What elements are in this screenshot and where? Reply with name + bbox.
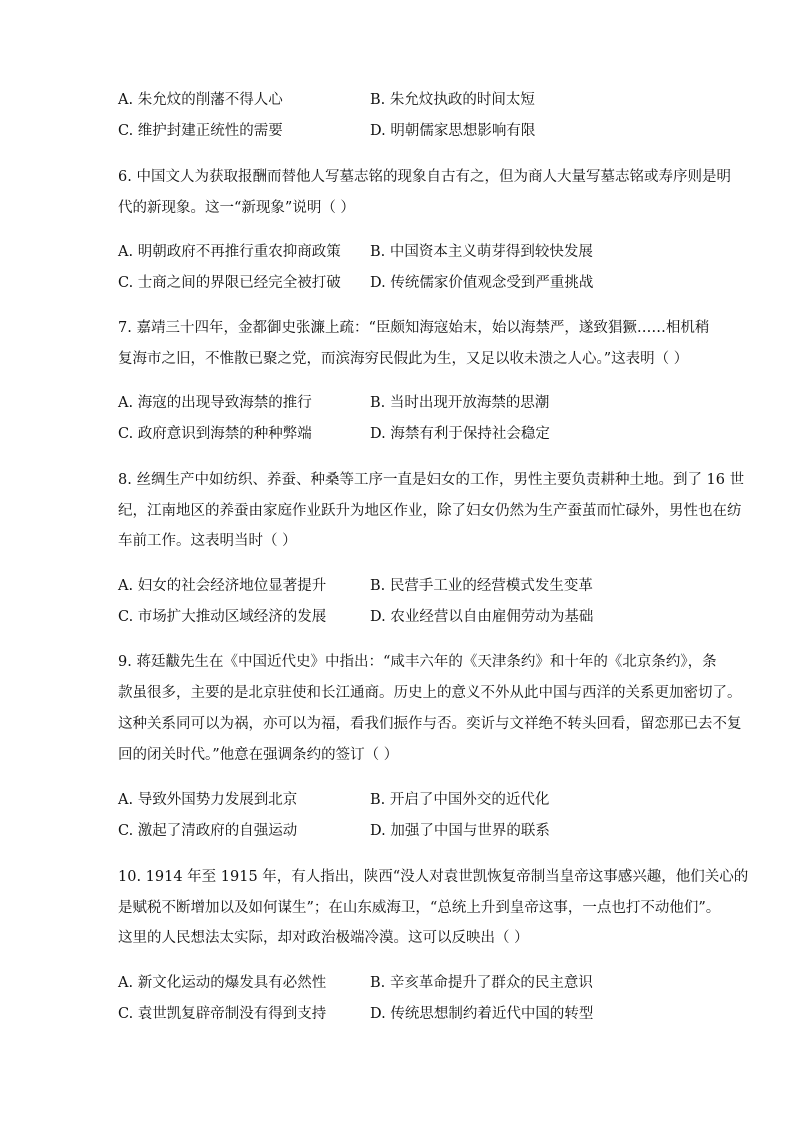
q6-options-row-2 [118,272,718,294]
q5-option-b[interactable]: B. 朱允炆执政的时间太短 [370,92,535,108]
q7-option-d[interactable]: D. 海禁有利于保持社会稳定 [370,426,550,442]
q8-options-row-1 [118,575,718,597]
q6-stem-line-2: 代的新现象。这一“新现象”说明（ ） [118,200,355,216]
q8-stem-line-1: 8. 丝绸生产中如纺织、养蚕、种桑等工序一直是妇女的工作，男性主要负责耕种土地。到了 16 世 [118,472,745,488]
q10-stem-line-3: 这里的人民想法太实际，却对政治极端冷漠。这可以反映出（ ） [118,930,529,946]
q10-options-row-1 [118,972,718,994]
q10-stem-line-1: 10. 1914 年至 1915 年，有人指出，陕西“没人对袁世凯恢复帝制当皇帝这事感兴趣，他们关心的 [118,869,749,885]
q8-option-b[interactable]: B. 民营手工业的经营模式发生变革 [370,578,593,594]
q9-stem-line-4: 回的闭关时代。”他意在强调条约的签订（ ） [118,747,399,763]
q9-option-b[interactable]: B. 开启了中国外交的近代化 [370,792,550,808]
q8-option-a[interactable]: A. 妇女的社会经济地位显著提升 [118,578,327,594]
q7-stem-line-2: 复海市之旧，不惟散已聚之党，而滨海穷民假此为生，又足以收未溃之人心。”这表明（ ） [118,351,689,367]
q6-options-row-1 [118,241,718,263]
q9-options-row-2 [118,820,718,842]
q9-stem-line-1: 9. 蒋廷黻先生在《中国近代史》中指出：“咸丰六年的《天津条约》和十年的《北京条约》，条 [118,654,717,670]
q5-option-c[interactable]: C. 维护封建正统性的需要 [118,123,283,139]
q9-option-d[interactable]: D. 加强了中国与世界的联系 [370,823,550,839]
q6-option-d[interactable]: D. 传统儒家价值观念受到严重挑战 [370,275,594,291]
q10-option-d[interactable]: D. 传统思想制约着近代中国的转型 [370,1006,594,1022]
q9-stem-line-2: 款虽很多，主要的是北京驻使和长江通商。历史上的意义不外从此中国与西洋的关系更加密切了。 [118,685,742,701]
q7-stem-line-1: 7. 嘉靖三十四年，金都御史张濂上疏：“臣颇知海寇始末，始以海禁严，遂致猖獗……相机稍 [118,320,710,336]
q6-option-c[interactable]: C. 士商之间的界限已经完全被打破 [118,275,341,291]
q10-stem-line-2: 是赋税不断增加以及如何谋生”；在山东威海卫，“总统上升到皇帝这事，一点也打不动他们”。 [118,900,721,916]
q8-stem-line-2: 纪，江南地区的养蚕由家庭作业跃升为地区作业，除了妇女仍然为生产蚕茧而忙碌外，男性也在纺 [118,503,742,519]
q10-option-b[interactable]: B. 辛亥革命提升了群众的民主意识 [370,975,593,991]
q5-option-a[interactable]: A. 朱允炆的削藩不得人心 [118,92,283,108]
q7-option-c[interactable]: C. 政府意识到海禁的种种弊端 [118,426,312,442]
q7-option-b[interactable]: B. 当时出现开放海禁的思潮 [370,395,550,411]
q6-option-a[interactable]: A. 明朝政府不再推行重农抑商政策 [118,244,341,260]
q5-options-row-2 [118,120,718,142]
q10-option-a[interactable]: A. 新文化运动的爆发具有必然性 [118,975,327,991]
q9-option-a[interactable]: A. 导致外国势力发展到北京 [118,792,298,808]
q6-option-b[interactable]: B. 中国资本主义萌芽得到较快发展 [370,244,593,260]
q6-stem-line-1: 6. 中国文人为获取报酬而替他人写墓志铭的现象自古有之，但为商人大量写墓志铭或寿序则是明 [118,169,731,185]
q9-options-row-1 [118,789,718,811]
q8-stem-line-3: 车前工作。这表明当时（ ） [118,533,297,549]
q9-stem-line-3: 这种关系同可以为祸，亦可以为福，看我们振作与否。奕䜣与文祥绝不转头回看，留恋那已去不复 [118,716,742,732]
q10-options-row-2 [118,1003,718,1025]
q7-option-a[interactable]: A. 海寇的出现导致海禁的推行 [118,395,312,411]
q10-option-c[interactable]: C. 袁世凯复辟帝制没有得到支持 [118,1006,327,1022]
q8-option-c[interactable]: C. 市场扩大推动区域经济的发展 [118,609,327,625]
q8-options-row-2 [118,606,718,628]
q5-options-row-1 [118,89,718,111]
q7-options-row-2 [118,423,718,445]
q7-options-row-1 [118,392,718,414]
q8-option-d[interactable]: D. 农业经营以自由雇佣劳动为基础 [370,609,594,625]
q9-option-c[interactable]: C. 激起了清政府的自强运动 [118,823,298,839]
q5-option-d[interactable]: D. 明朝儒家思想影响有限 [370,123,536,139]
